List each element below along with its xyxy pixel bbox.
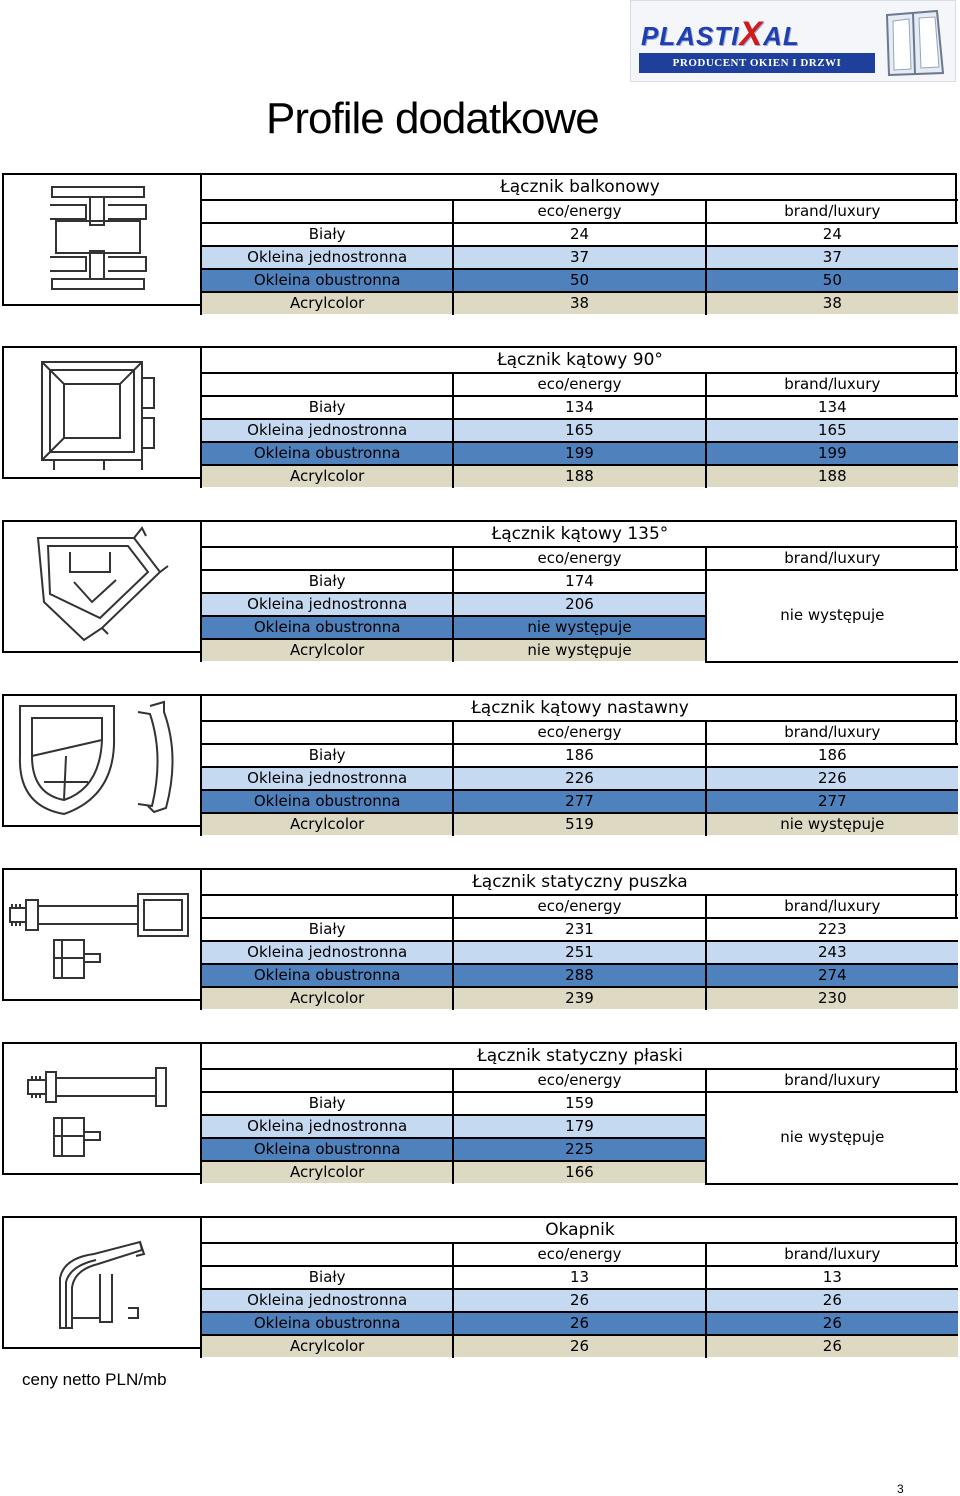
eco-price: 159 [453,1092,705,1115]
brand-not-available: nie występuje [706,1092,958,1184]
brand-price: 188 [706,465,958,488]
static-box-connector-profile-icon [4,870,200,999]
product-block-katowy-nastawny [2,694,957,833]
brand-header: brand/luxury [706,721,958,744]
row-label: Biały [201,570,453,593]
page-number: 3 [897,1482,904,1496]
eco-price: 26 [453,1312,705,1335]
row-label: Okleina obustronna [201,790,453,813]
brand-price: nie występuje [706,813,958,836]
product-title: Łącznik balkonowy [201,175,958,200]
brand-header: brand/luxury [706,1069,958,1092]
eco-price: 277 [453,790,705,813]
row-label: Biały [201,223,453,246]
eco-price: 226 [453,767,705,790]
eco-price: 288 [453,964,705,987]
company-logo [630,0,956,82]
brand-header: brand/luxury [706,200,958,223]
row-label: Okleina obustronna [201,1138,453,1161]
eco-price: 231 [453,918,705,941]
product-block-statyczny-puszka [2,868,957,1007]
row-label: Acrylcolor [201,465,453,488]
corner-connector-135-profile-icon [4,522,200,651]
product-title: Łącznik statyczny płaski [201,1044,958,1069]
logo-wordmark: PLASTIXAL [641,15,800,53]
product-title: Łącznik kątowy nastawny [201,696,958,721]
eco-price: 179 [453,1115,705,1138]
row-label: Biały [201,918,453,941]
row-label: Okleina jednostronna [201,1289,453,1312]
eco-price: 519 [453,813,705,836]
brand-price: 26 [706,1312,958,1335]
eco-price: nie występuje [453,639,705,662]
brand-header: brand/luxury [706,1243,958,1266]
eco-price: 166 [453,1161,705,1184]
brand-header: brand/luxury [706,373,958,396]
brand-price: 13 [706,1266,958,1289]
eco-header: eco/energy [453,895,705,918]
eco-price: 188 [453,465,705,488]
brand-price: 199 [706,442,958,465]
eco-header: eco/energy [453,200,705,223]
brand-price: 26 [706,1289,958,1312]
row-label: Biały [201,744,453,767]
brand-price: 37 [706,246,958,269]
row-label: Okleina jednostronna [201,1115,453,1138]
corner-connector-90-profile-icon [4,348,200,477]
brand-price: 38 [706,292,958,315]
eco-price: 37 [453,246,705,269]
logo-subtitle: PRODUCENT OKIEN I DRZWI [639,53,875,73]
drip-cap-profile-icon [4,1218,200,1347]
eco-price: 206 [453,593,705,616]
eco-price: 13 [453,1266,705,1289]
eco-price: 165 [453,419,705,442]
brand-price: 134 [706,396,958,419]
eco-price: 225 [453,1138,705,1161]
adjustable-corner-connector-profile-icon [4,696,200,825]
product-title: Łącznik kątowy 135° [201,522,958,547]
row-label: Okleina jednostronna [201,593,453,616]
row-label: Okleina obustronna [201,616,453,639]
brand-header: brand/luxury [706,895,958,918]
product-block-katowy-135 [2,520,957,659]
product-block-balkonowy [2,173,957,312]
eco-price: nie występuje [453,616,705,639]
row-label: Acrylcolor [201,292,453,315]
eco-header: eco/energy [453,721,705,744]
brand-price: 50 [706,269,958,292]
static-flat-connector-profile-icon [4,1044,200,1173]
row-label: Acrylcolor [201,813,453,836]
product-block-okapnik [2,1216,957,1355]
row-label: Acrylcolor [201,1161,453,1184]
eco-price: 199 [453,442,705,465]
brand-price: 243 [706,941,958,964]
eco-price: 174 [453,570,705,593]
brand-price: 230 [706,987,958,1010]
eco-price: 26 [453,1335,705,1358]
product-block-katowy-90 [2,346,957,485]
row-label: Okleina jednostronna [201,246,453,269]
row-label: Okleina jednostronna [201,767,453,790]
eco-header: eco/energy [453,373,705,396]
brand-price: 274 [706,964,958,987]
window-icon [879,7,949,79]
eco-price: 134 [453,396,705,419]
eco-price: 251 [453,941,705,964]
product-title: Okapnik [201,1218,958,1243]
price-note: ceny netto PLN/mb [22,1370,167,1389]
product-title: Łącznik kątowy 90° [201,348,958,373]
product-block-statyczny-plaski [2,1042,957,1181]
row-label: Biały [201,396,453,419]
brand-price: 277 [706,790,958,813]
brand-not-available: nie występuje [706,570,958,662]
row-label: Okleina obustronna [201,269,453,292]
brand-price: 26 [706,1335,958,1358]
brand-price: 186 [706,744,958,767]
brand-price: 223 [706,918,958,941]
product-title: Łącznik statyczny puszka [201,870,958,895]
row-label: Biały [201,1092,453,1115]
eco-price: 239 [453,987,705,1010]
row-label: Acrylcolor [201,1335,453,1358]
eco-price: 26 [453,1289,705,1312]
eco-header: eco/energy [453,1243,705,1266]
row-label: Okleina obustronna [201,1312,453,1335]
row-label: Okleina obustronna [201,442,453,465]
page-title: Profile dodatkowe [266,94,599,143]
row-label: Biały [201,1266,453,1289]
eco-price: 24 [453,223,705,246]
brand-price: 24 [706,223,958,246]
row-label: Acrylcolor [201,987,453,1010]
brand-header: brand/luxury [706,547,958,570]
brand-price: 226 [706,767,958,790]
brand-price: 165 [706,419,958,442]
eco-header: eco/energy [453,547,705,570]
row-label: Okleina obustronna [201,964,453,987]
eco-header: eco/energy [453,1069,705,1092]
eco-price: 186 [453,744,705,767]
balcony-connector-profile-icon [4,175,200,304]
row-label: Okleina jednostronna [201,419,453,442]
row-label: Okleina jednostronna [201,941,453,964]
row-label: Acrylcolor [201,639,453,662]
eco-price: 38 [453,292,705,315]
eco-price: 50 [453,269,705,292]
